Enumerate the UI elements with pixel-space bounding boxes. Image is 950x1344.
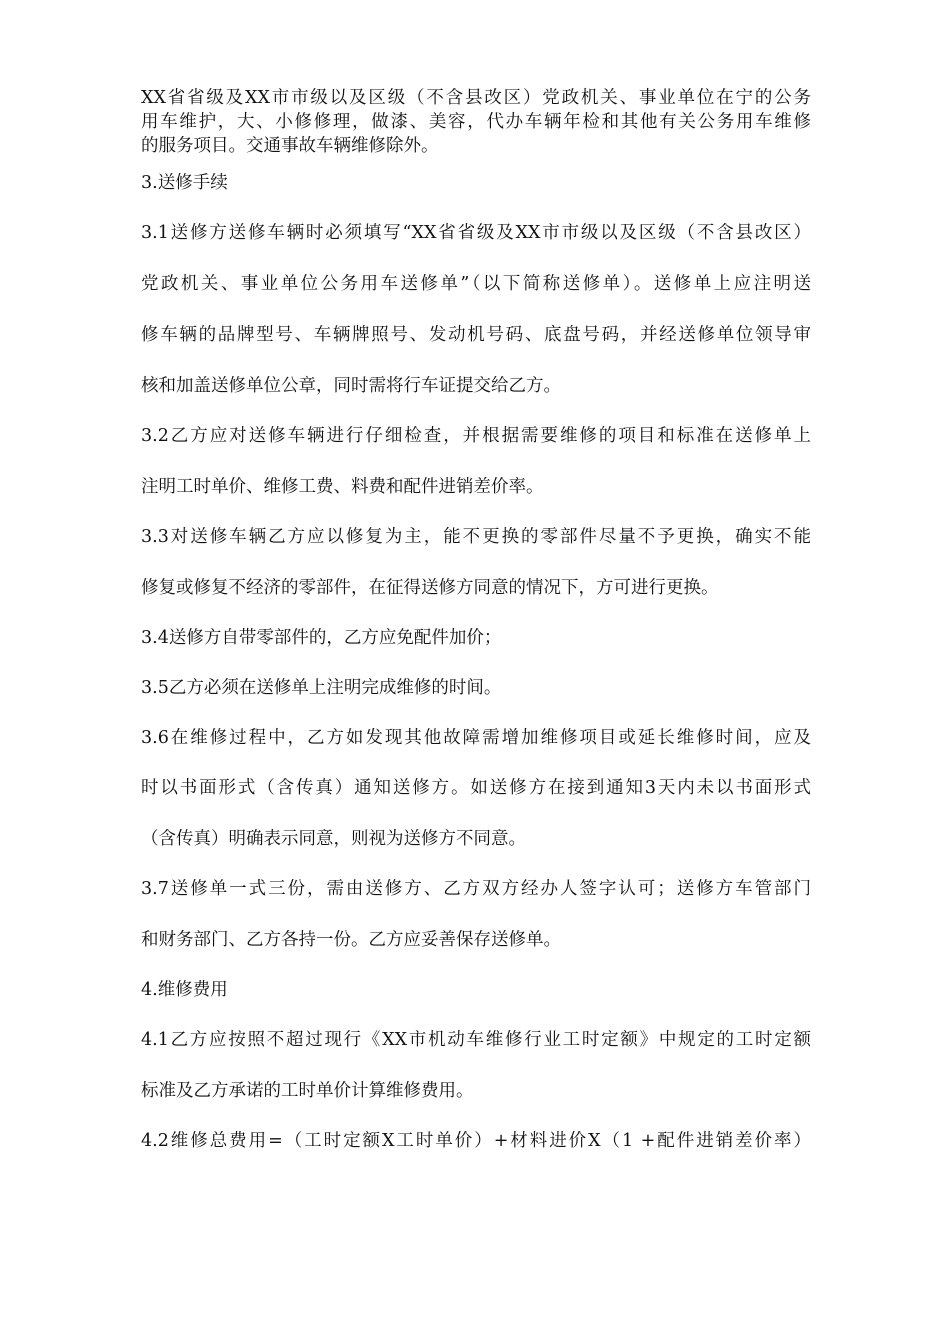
clause-3-2-line-2: 注明工时单价、维修工费、料费和配件进销差价率。 <box>141 477 544 497</box>
clause-3-6-line-1: 3.6在维修过程中，乙方如发现其他故障需增加维修项目或延长维修时间，应及 <box>141 728 811 748</box>
clause-3-2-line-1: 3.2乙方应对送修车辆进行仔细检查，并根据需要维修的项目和标准在送修单上 <box>141 426 811 446</box>
clause-3-7-line-2: 和财务部门、乙方各持一份。乙方应妥善保存送修单。 <box>141 930 561 950</box>
section-3-heading: 3.送修手续 <box>141 173 228 193</box>
clause-3-5: 3.5乙方必须在送修单上注明完成维修的时间。 <box>141 678 502 698</box>
clause-3-3-line-2: 修复或修复不经济的零部件，在征得送修方同意的情况下，方可进行更换。 <box>141 578 719 598</box>
clause-3-3-line-1: 3.3对送修车辆乙方应以修复为主，能不更换的零部件尽量不予更换，确实不能 <box>141 527 811 547</box>
clause-4-1-line-1: 4.1乙方应按照不超过现行《XX市机动车维修行业工时定额》中规定的工时定额 <box>141 1030 811 1050</box>
section-4-heading: 4.维修费用 <box>141 980 228 1000</box>
clause-4-1-line-2: 标准及乙方承诺的工时单价计算维修费用。 <box>141 1081 474 1101</box>
intro-line-3: 的服务项目。交通事故车辆维修除外。 <box>141 136 439 156</box>
clause-3-7-line-1: 3.7送修单一式三份，需由送修方、乙方双方经办人签字认可；送修方车管部门 <box>141 879 811 899</box>
clause-3-1-line-1: 3.1送修方送修车辆时必须填写“XX省省级及XX市市级以及区级（不含县改区） <box>141 223 811 243</box>
clause-3-6-line-2: 时以书面形式（含传真）通知送修方。如送修方在接到通知3天内未以书面形式 <box>141 778 811 798</box>
intro-line-2: 用车维护，大、小修修理，做漆、美容，代办车辆年检和其他有关公务用车维修 <box>141 112 811 132</box>
intro-line-1: XX省省级及XX市市级以及区级（不含县改区）党政机关、事业单位在宁的公务 <box>141 88 811 108</box>
clause-4-2: 4.2维修总费用=（工时定额X工时单价）+材料进价X（1 +配件进销差价率） <box>141 1131 811 1151</box>
clause-3-1-line-3: 修车辆的品牌型号、车辆牌照号、发动机号码、底盘号码，并经送修单位领导审 <box>141 325 811 345</box>
clause-3-4: 3.4送修方自带零部件的，乙方应免配件加价； <box>141 628 502 648</box>
clause-3-1-line-4: 核和加盖送修单位公章，同时需将行车证提交给乙方。 <box>141 376 561 396</box>
clause-3-1-line-2: 党政机关、事业单位公务用车送修单”（以下简称送修单）。送修单上应注明送 <box>141 274 811 294</box>
clause-3-6-line-3: （含传真）明确表示同意，则视为送修方不同意。 <box>141 829 526 849</box>
